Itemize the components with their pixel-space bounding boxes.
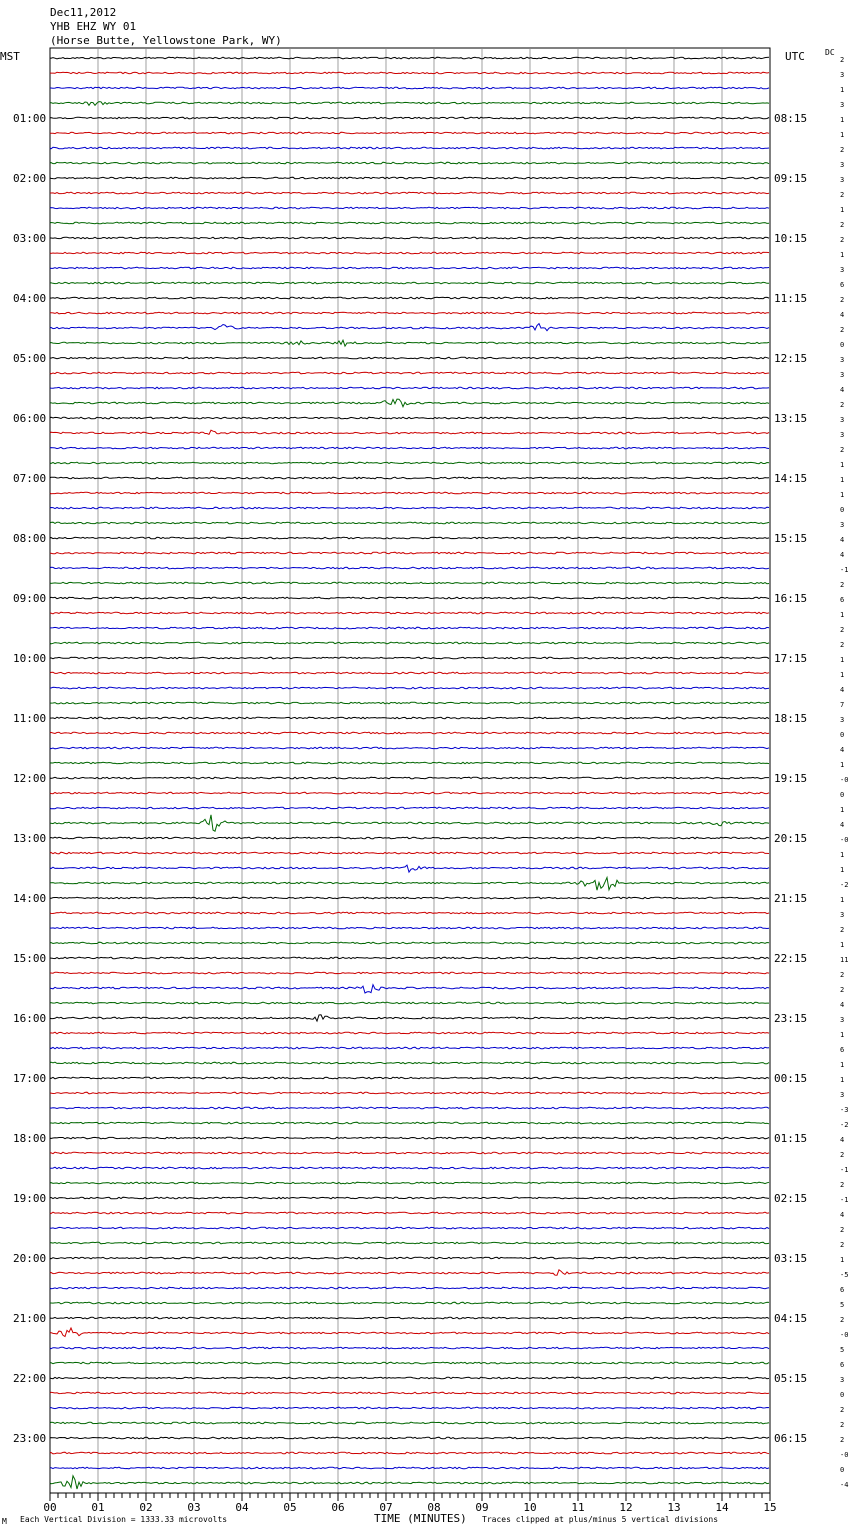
trace-line [50,192,769,194]
trace-line [50,1377,769,1379]
dc-offset-label: 4 [840,1136,845,1144]
dc-offset-label: 4 [840,746,845,754]
dc-offset-label: 3 [840,1016,845,1024]
dc-offset-label: 0 [840,506,845,514]
hour-label-mst: 20:00 [13,1252,47,1265]
trace-line [50,1287,769,1289]
hour-label-utc: 13:15 [774,412,808,425]
hour-label-utc: 01:15 [774,1132,808,1145]
dc-offset-label: 2 [840,1241,845,1249]
trace-line [50,1257,769,1259]
dc-offset-label: 1 [840,251,845,259]
trace-line [50,1002,769,1004]
dc-offset-label: 1 [840,941,845,949]
trace-line [50,1182,769,1184]
right-timezone-label: UTC [785,50,805,63]
dc-offset-label: 1 [840,131,845,139]
dc-offset-label: 2 [840,236,845,244]
trace-line [50,897,769,899]
dc-offset-label: 11 [840,956,849,964]
trace-line [50,717,769,719]
dc-offset-label: 0 [840,341,845,349]
dc-offset-label: 1 [840,761,845,769]
trace-line [50,340,769,346]
trace-line [50,1212,769,1214]
trace-line [50,297,769,299]
trace-line [50,912,769,914]
dc-offset-label: 1 [840,611,845,619]
trace-line [50,387,769,389]
trace-line [50,237,769,239]
trace-line [50,430,769,434]
dc-offset-label: -0 [840,836,849,844]
trace-line [50,222,769,224]
dc-offset-label: 1 [840,491,845,499]
dc-offset-label: 3 [840,521,845,529]
hour-label-utc: 21:15 [774,892,808,905]
dc-offset-label: 1 [840,461,845,469]
dc-offset-label: 1 [840,1031,845,1039]
trace-line [50,1407,769,1409]
trace-line [50,132,769,134]
trace-line [50,1452,769,1454]
dc-offset-label: 0 [840,791,845,799]
dc-offset-label: 1 [840,866,845,874]
trace-line [50,1197,769,1199]
hour-label-mst: 01:00 [13,112,47,125]
trace-line [50,1122,769,1124]
dc-offset-label: 6 [840,1046,845,1054]
dc-offset-label: 2 [840,56,845,64]
trace-line [50,1107,769,1109]
hour-label-utc: 18:15 [774,712,808,725]
trace-line [50,1317,769,1319]
dc-offset-label: 2 [840,581,845,589]
hour-label-utc: 05:15 [774,1372,808,1385]
hour-label-mst: 11:00 [13,712,47,725]
trace-line [50,1422,769,1424]
hour-label-mst: 06:00 [13,412,47,425]
trace-line [50,522,769,524]
x-tick-label: 10 [523,1501,537,1514]
trace-line [50,777,769,779]
trace-line [50,1347,769,1349]
x-tick-label: 03 [187,1501,201,1514]
hour-label-mst: 05:00 [13,352,47,365]
hour-label-utc: 03:15 [774,1252,808,1265]
dc-offset-label: 4 [840,1211,845,1219]
dc-offset-label: 3 [840,716,845,724]
x-tick-label: 04 [235,1501,249,1514]
scale-note: Each Vertical Division = 1333.33 microvolts [20,1515,228,1524]
trace-line [50,492,769,494]
trace-line [50,1227,769,1229]
dc-offset-label: 1 [840,206,845,214]
trace-line [50,1392,769,1394]
dc-offset-label: 2 [840,1226,845,1234]
trace-line [50,1302,769,1304]
dc-offset-label: 4 [840,386,845,394]
x-tick-label: 09 [475,1501,489,1514]
hour-label-mst: 16:00 [13,1012,47,1025]
plot-frame [50,48,770,1493]
hour-label-mst: 22:00 [13,1372,47,1385]
x-tick-label: 14 [715,1501,729,1514]
dc-offset-label: 2 [840,326,845,334]
trace-line [50,417,769,419]
hour-label-utc: 04:15 [774,1312,808,1325]
dc-offset-label: 6 [840,1286,845,1294]
x-tick-label: 13 [667,1501,681,1514]
trace-line [50,762,769,764]
x-tick-label: 06 [331,1501,345,1514]
dc-label: DC [825,48,835,57]
hour-label-mst: 04:00 [13,292,47,305]
dc-offset-label: 1 [840,896,845,904]
dc-offset-label: 3 [840,911,845,919]
hour-label-mst: 09:00 [13,592,47,605]
hour-label-utc: 22:15 [774,952,808,965]
trace-line [50,687,769,689]
trace-line [50,927,769,929]
chart-location: (Horse Butte, Yellowstone Park, WY) [50,34,282,47]
dc-offset-label: -0 [840,1451,849,1459]
x-tick-label: 00 [43,1501,57,1514]
dc-offset-label: 3 [840,101,845,109]
trace-line [50,1328,769,1337]
trace-line [50,582,769,584]
dc-offset-label: 2 [840,1181,845,1189]
trace-line [50,447,769,449]
dc-offset-label: 3 [840,176,845,184]
dc-offset-label: 3 [840,371,845,379]
trace-line [50,852,769,854]
dc-offset-label: 1 [840,671,845,679]
hour-label-mst: 02:00 [13,172,47,185]
dc-offset-label: 2 [840,926,845,934]
dc-offset-label: -4 [840,1481,849,1489]
dc-offset-label: 4 [840,686,845,694]
trace-line [50,942,769,944]
x-tick-label: 02 [139,1501,153,1514]
x-tick-label: 08 [427,1501,441,1514]
dc-offset-label: 3 [840,71,845,79]
dc-offset-label: 1 [840,476,845,484]
trace-line [50,207,769,209]
trace-line [50,732,769,734]
dc-offset-label: -5 [840,1271,849,1279]
trace-line [50,282,769,284]
trace-line [50,807,769,809]
trace-line [50,312,769,314]
trace-line [50,837,769,839]
hour-label-utc: 12:15 [774,352,808,365]
trace-line [50,1077,769,1079]
x-tick-label: 11 [571,1501,585,1514]
trace-line [50,1362,769,1364]
trace-line [50,747,769,749]
dc-offset-label: 5 [840,1301,845,1309]
hour-label-utc: 00:15 [774,1072,808,1085]
hour-label-mst: 14:00 [13,892,47,905]
chart-date: Dec11,2012 [50,6,117,19]
x-tick-label: 01 [91,1501,105,1514]
dc-offset-label: 4 [840,821,845,829]
hour-label-mst: 21:00 [13,1312,47,1325]
trace-line [50,477,769,479]
trace-line [50,627,769,629]
hour-label-mst: 15:00 [13,952,47,965]
hour-label-mst: 07:00 [13,472,47,485]
trace-line [50,267,769,269]
dc-offset-label: 2 [840,401,845,409]
trace-line [50,815,769,831]
trace-line [50,357,769,359]
dc-offset-label: 2 [840,191,845,199]
dc-offset-label: 4 [840,311,845,319]
trace-line [50,642,769,644]
trace-line [50,252,769,254]
dc-offset-label: 4 [840,1001,845,1009]
dc-offset-label: 2 [840,221,845,229]
hour-label-mst: 13:00 [13,832,47,845]
trace-line [50,147,769,149]
dc-offset-label: 1 [840,1256,845,1264]
trace-line [50,1467,769,1469]
trace-line [50,324,769,331]
dc-offset-label: 4 [840,536,845,544]
dc-offset-label: 1 [840,806,845,814]
trace-line [50,552,769,554]
dc-offset-label: 1 [840,86,845,94]
dc-offset-label: 2 [840,446,845,454]
trace-line [50,985,769,993]
hour-label-utc: 20:15 [774,832,808,845]
trace-line [50,957,769,959]
dc-offset-label: -2 [840,881,849,889]
trace-line [50,1137,769,1139]
hour-label-utc: 09:15 [774,172,808,185]
dc-offset-label: 2 [840,986,845,994]
trace-line [50,1032,769,1034]
hour-label-mst: 19:00 [13,1192,47,1205]
dc-offset-label: 2 [840,1421,845,1429]
dc-offset-label: 2 [840,296,845,304]
trace-line [50,702,769,704]
dc-offset-label: 2 [840,641,845,649]
dc-offset-label: 3 [840,266,845,274]
hour-label-utc: 23:15 [774,1012,808,1025]
hour-label-utc: 19:15 [774,772,808,785]
hour-label-mst: 08:00 [13,532,47,545]
trace-line [50,1092,769,1094]
hour-label-utc: 11:15 [774,292,808,305]
trace-line [50,1047,769,1049]
dc-offset-label: 6 [840,596,845,604]
trace-line [50,102,769,106]
hour-label-utc: 16:15 [774,592,808,605]
hour-label-utc: 06:15 [774,1432,808,1445]
hour-label-utc: 14:15 [774,472,808,485]
hour-label-utc: 17:15 [774,652,808,665]
hour-label-utc: 15:15 [774,532,808,545]
dc-offset-label: 2 [840,1316,845,1324]
dc-offset-label: 4 [840,551,845,559]
trace-line [50,72,769,74]
x-tick-label: 05 [283,1501,297,1514]
hour-label-mst: 12:00 [13,772,47,785]
corner-mark: M [2,1517,7,1526]
trace-line [50,597,769,599]
dc-offset-label: 2 [840,1406,845,1414]
dc-offset-label: 7 [840,701,845,709]
dc-offset-label: -0 [840,1331,849,1339]
trace-line [50,657,769,659]
dc-offset-label: 1 [840,851,845,859]
trace-line [50,537,769,539]
hour-label-utc: 08:15 [774,112,808,125]
x-tick-label: 07 [379,1501,393,1514]
dc-offset-label: 1 [840,656,845,664]
dc-offset-label: 0 [840,1466,845,1474]
dc-offset-label: 3 [840,431,845,439]
hour-label-utc: 02:15 [774,1192,808,1205]
trace-line [50,162,769,164]
dc-offset-label: 2 [840,146,845,154]
hour-label-mst: 03:00 [13,232,47,245]
x-tick-label: 15 [763,1501,777,1514]
dc-offset-label: 3 [840,161,845,169]
trace-line [50,372,769,374]
dc-offset-label: 3 [840,1091,845,1099]
dc-offset-label: 3 [840,356,845,364]
dc-offset-label: 6 [840,281,845,289]
trace-line [50,1152,769,1154]
x-tick-label: 12 [619,1501,633,1514]
dc-offset-label: -1 [840,566,849,574]
dc-offset-label: -3 [840,1106,849,1114]
trace-line [50,567,769,569]
dc-offset-label: 5 [840,1346,845,1354]
trace-line [50,972,769,974]
hour-label-mst: 17:00 [13,1072,47,1085]
trace-line [50,865,769,872]
trace-line [50,612,769,614]
dc-offset-label: 3 [840,416,845,424]
dc-offset-label: 1 [840,1061,845,1069]
trace-line [50,1242,769,1244]
trace-line [50,507,769,509]
dc-offset-label: -1 [840,1166,849,1174]
dc-offset-label: 2 [840,626,845,634]
dc-offset-label: -2 [840,1121,849,1129]
dc-offset-label: 2 [840,1151,845,1159]
trace-line [50,1476,769,1489]
dc-offset-label: 1 [840,116,845,124]
dc-offset-label: -1 [840,1196,849,1204]
dc-offset-label: 2 [840,1436,845,1444]
dc-offset-label: -0 [840,776,849,784]
hour-label-mst: 23:00 [13,1432,47,1445]
trace-line [50,177,769,179]
trace-line [50,57,769,59]
dc-offset-label: 0 [840,1391,845,1399]
chart-station: YHB EHZ WY 01 [50,20,137,33]
trace-line [50,1015,769,1021]
dc-offset-label: 1 [840,1076,845,1084]
trace-line [50,87,769,89]
dc-offset-label: 2 [840,971,845,979]
trace-line [50,462,769,464]
dc-offset-label: 6 [840,1361,845,1369]
dc-offset-label: 3 [840,1376,845,1384]
trace-line [50,792,769,794]
trace-line [50,1437,769,1439]
trace-line [50,399,769,407]
left-timezone-label: MST [0,50,20,63]
trace-line [50,1062,769,1064]
hour-label-utc: 10:15 [774,232,808,245]
dc-offset-label: 0 [840,731,845,739]
trace-line [50,1270,769,1275]
x-axis-title: TIME (MINUTES) [374,1512,467,1525]
trace-line [50,672,769,674]
trace-line [50,117,769,119]
trace-line [50,878,769,891]
trace-line [50,1167,769,1169]
clip-note: Traces clipped at plus/minus 5 vertical divisions [482,1515,719,1524]
hour-label-mst: 10:00 [13,652,47,665]
hour-label-mst: 18:00 [13,1132,47,1145]
